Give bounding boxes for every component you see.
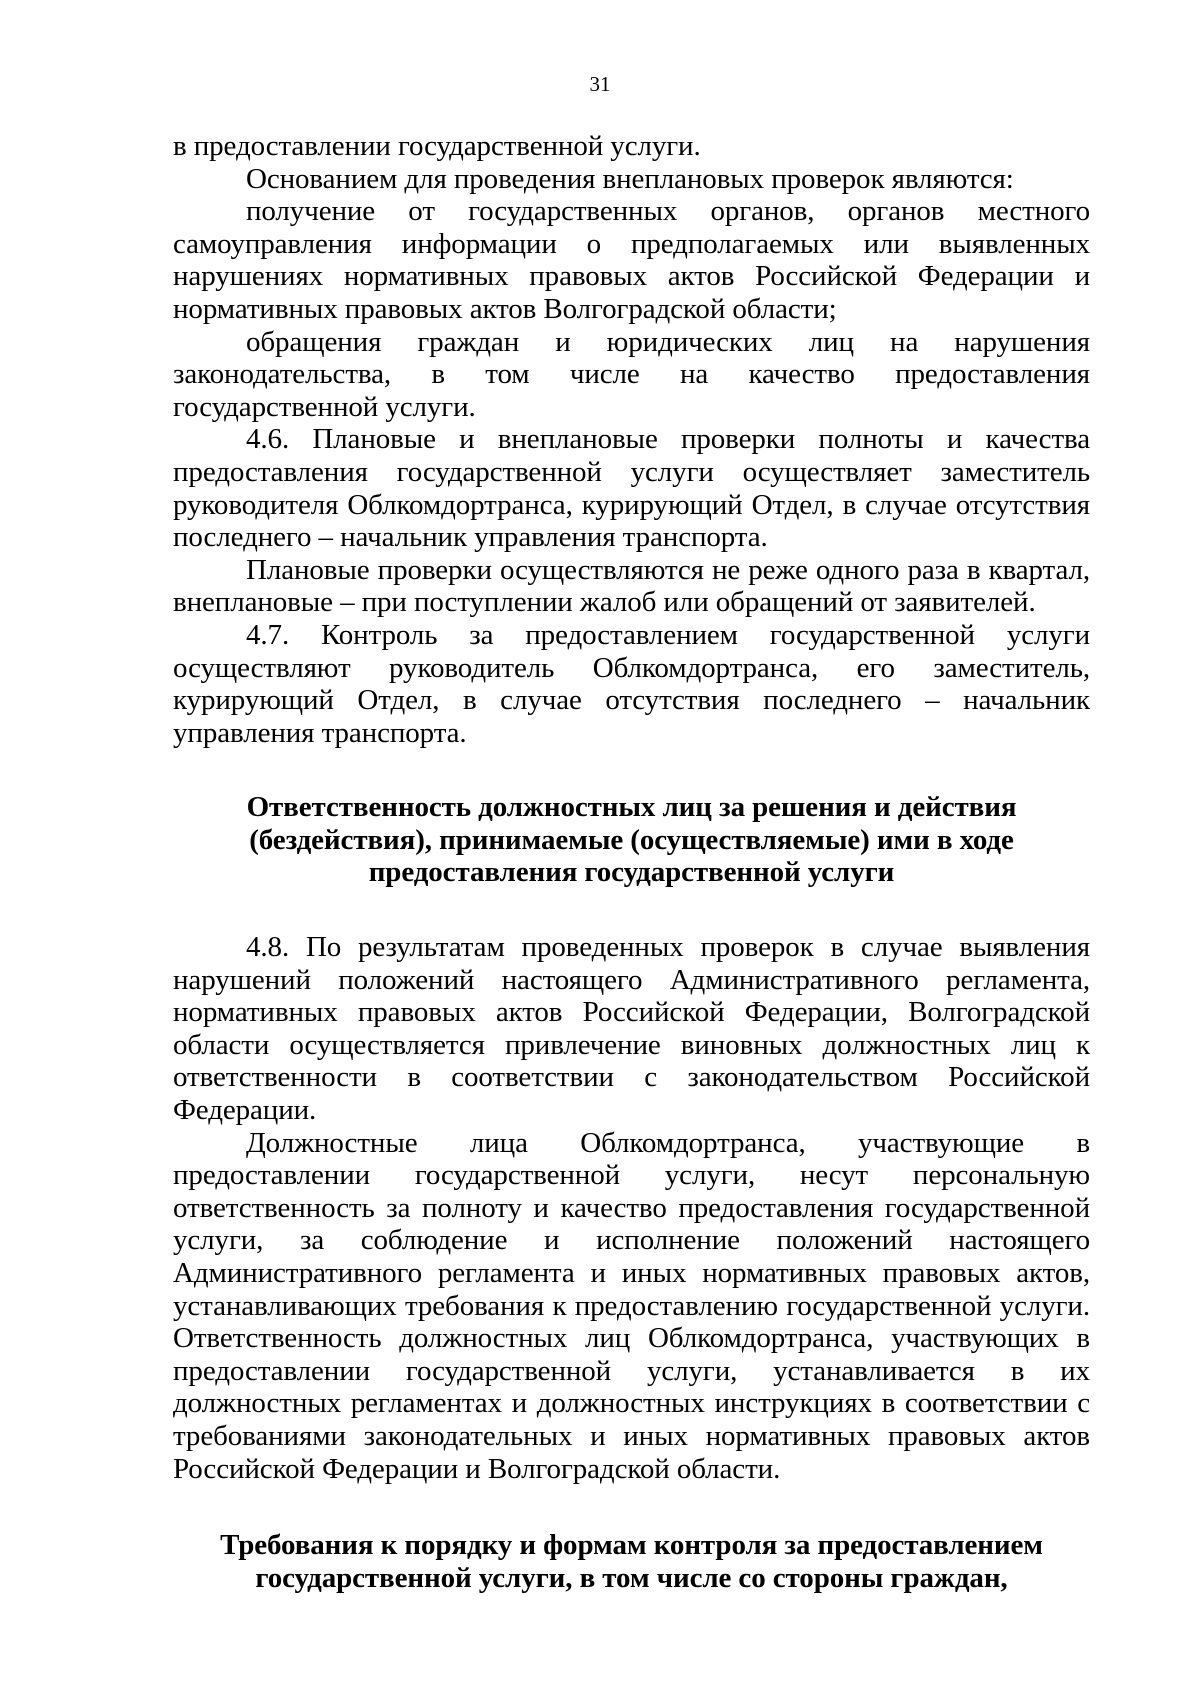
paragraph-group-responsibility bbox=[173, 931, 1090, 1485]
paragraph: обращения граждан и юридических лиц на нарушения законодательства, в том числе на качество предоставления государственной услуги. bbox=[173, 325, 1090, 423]
paragraph: Должностные лица Облкомдортранса, участвующие в предоставлении государственной услуги, несут персональную ответственность за полноту и качество предоставления государственной услуги, за соблюдение и исполнение положений настоящего Административного регламента и иных нормативных правовых актов, устанавливающих требования к предоставлению государственной услуги. Ответственность должностных лиц Облкомдортранса, участвующих в предоставлении государственной услуги, устанавливается в их должностных регламентах и должностных инструкциях в соответствии с требованиями законодательных и иных нормативных правовых актов Российской Федерации и Волгоградской области. bbox=[173, 1126, 1090, 1485]
paragraph: 4.7. Контроль за предоставлением государственной услуги осуществляют руководитель Облкомдортранса, его заместитель, курирующий Отдел, в случае отсутствия последнего – начальник управления транспорта. bbox=[173, 618, 1090, 749]
heading-line: предоставления государственной услуги bbox=[368, 856, 895, 889]
paragraph: в предоставлении государственной услуги. bbox=[173, 130, 701, 162]
paragraph: получение от государственных органов, органов местного самоуправления информации о предполагаемых или выявленных нарушениях нормативных правовых актов Российской Федерации и нормативных правовых актов Волгоградской области; bbox=[173, 195, 1090, 325]
section-heading-responsibility bbox=[173, 791, 1090, 889]
paragraph: 4.8. По результатам проведенных проверок в случае выявления нарушений положений настоящего Административного регламента, нормативных правовых актов Российской Федерации, Волгоградской области осуществляется привлечение виновных должностных лиц к ответственности в соответствии с законодательством Российской Федерации. bbox=[173, 931, 1090, 1127]
paragraph: Основанием для проведения внеплановых проверок являются: bbox=[246, 162, 1014, 195]
heading-line: Требования к порядку и формам контроля за предоставлением bbox=[220, 1529, 1043, 1562]
document-body bbox=[173, 130, 1090, 1594]
paragraph: Плановые проверки осуществляются не реже одного раза в квартал, внеплановые – при поступлении жалоб или обращений от заявителей. bbox=[173, 553, 1090, 619]
paragraph-group-control bbox=[173, 130, 1090, 749]
page-number: 31 bbox=[589, 72, 611, 96]
paragraph: 4.6. Плановые и внеплановые проверки полноты и качества предоставления государственной услуги осуществляет заместитель руководителя Облкомдортранса, курирующий Отдел, в случае отсутствия последнего – начальник управления транспорта. bbox=[173, 423, 1090, 554]
section-heading-requirements bbox=[173, 1529, 1090, 1594]
heading-line: (бездействия), принимаемые (осуществляемые) ими в ходе bbox=[249, 823, 1014, 856]
heading-line: государственной услуги, в том числе со стороны граждан, bbox=[255, 1561, 1008, 1594]
heading-line: Ответственность должностных лиц за решения и действия bbox=[246, 791, 1017, 824]
